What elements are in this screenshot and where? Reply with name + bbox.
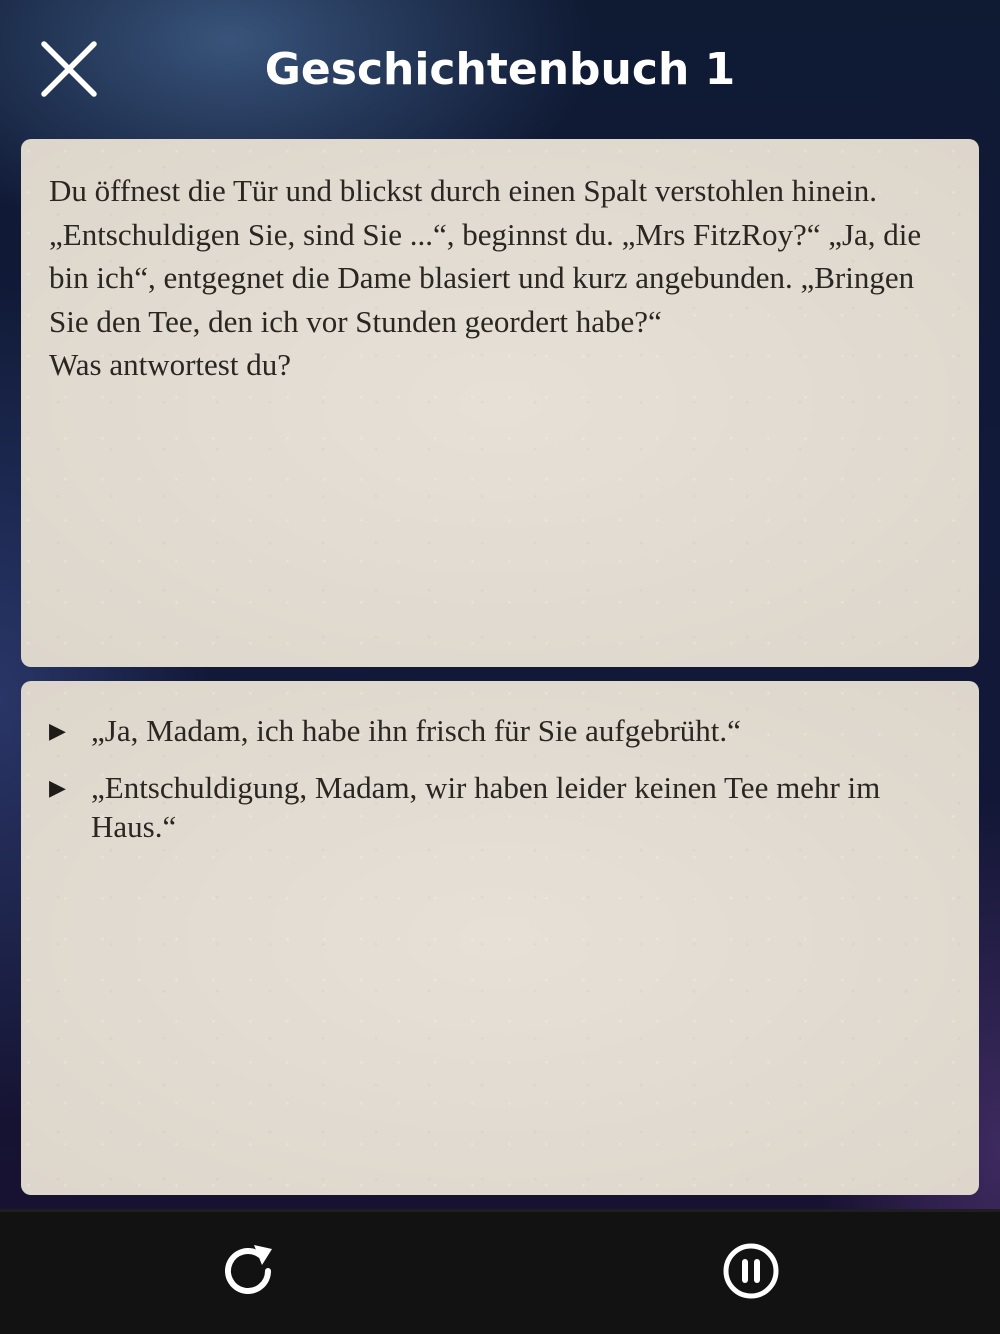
page-title: Geschichtenbuch 1 [264,44,736,95]
story-line: Du öffnest die Tür und blickst durch einen Spalt verstohlen hinein. [49,173,877,208]
pause-icon [721,1241,781,1301]
replay-button[interactable] [218,1241,278,1301]
play-triangle-icon: ▶ [49,775,66,800]
story-question: Was antwortest du? [49,347,291,382]
replay-icon [218,1241,278,1301]
bottom-toolbar [0,1209,1000,1334]
close-button[interactable] [34,34,106,106]
choice-option-2[interactable] [49,768,951,846]
story-text [49,169,951,387]
choices-card [21,681,979,1195]
story-line: bin ich“, entgegnet die Dame blasiert und kurz angebunden. „Bringen [49,260,915,295]
header [0,0,1000,138]
story-line: Sie den Tee, den ich vor Stunden geordert habe?“ [49,303,662,339]
choice-option-1[interactable] [49,711,951,750]
story-line: „Entschuldigen Sie, sind Sie ...“, beginnst du. „Mrs FitzRoy?“ „Ja, die [49,216,922,252]
choice-text: „Ja, Madam, ich habe ihn frisch für Sie aufgebrüht.“ [91,713,741,748]
story-card [21,139,979,667]
play-triangle-icon: ▶ [49,718,66,743]
choice-text: „Entschuldigung, Madam, wir haben leider keinen Tee mehr im Haus.“ [91,770,881,844]
pause-button[interactable] [721,1241,781,1301]
close-icon [34,34,106,106]
